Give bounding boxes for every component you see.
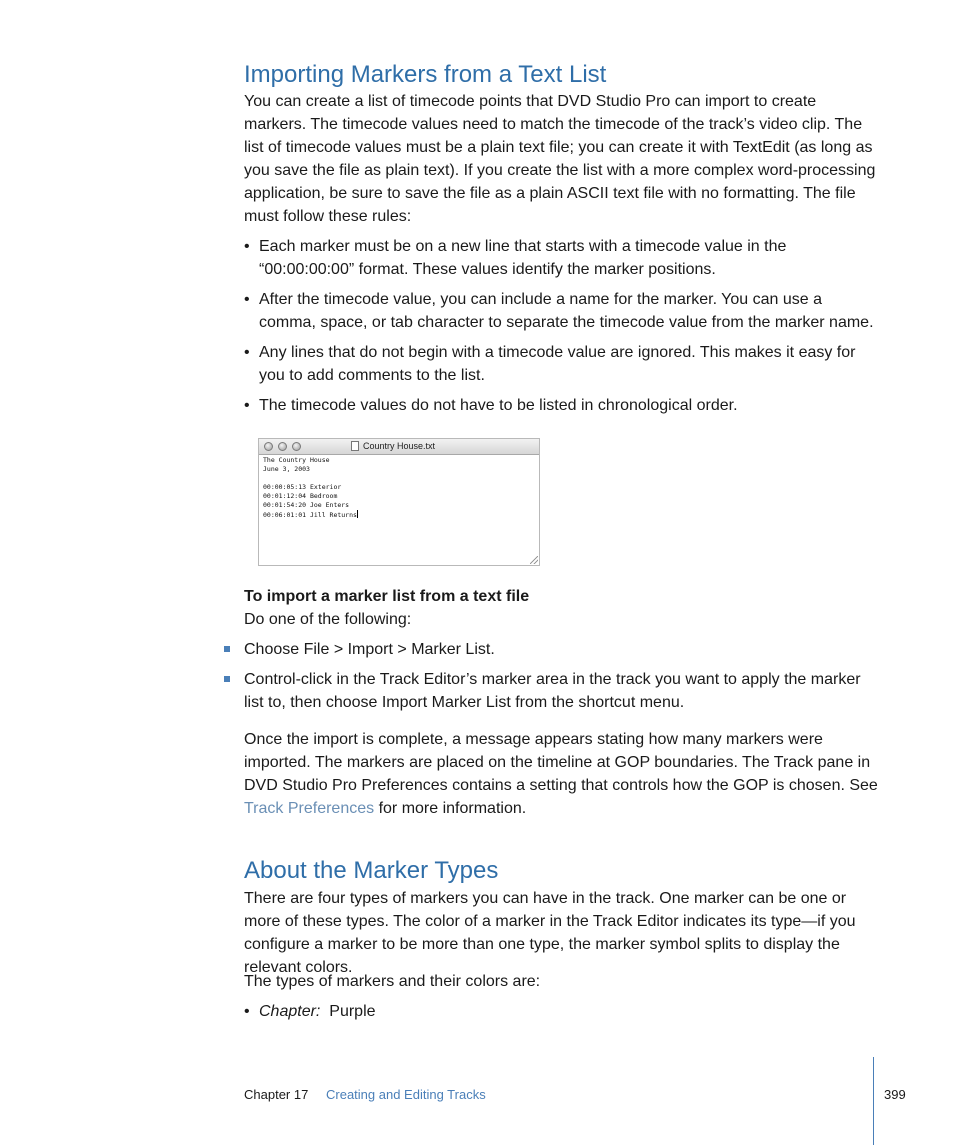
resize-grip-icon	[530, 556, 538, 564]
footer-chapter: Chapter 17	[244, 1087, 309, 1102]
text-line: 00:00:05:13 Exterior	[263, 483, 342, 491]
footer-chapter-title[interactable]: Creating and Editing Tracks	[326, 1087, 486, 1102]
section-heading-importing: Importing Markers from a Text List	[244, 61, 607, 88]
minimize-button-icon	[278, 442, 287, 451]
marker-types-lead: The types of markers and their colors are:	[244, 973, 541, 990]
bullet-dot: •	[244, 291, 250, 308]
rule-item	[244, 235, 878, 281]
option-item	[224, 668, 878, 714]
textedit-window-screenshot	[258, 438, 540, 566]
text-line-last	[263, 510, 535, 519]
rule-text: Each marker must be on a new line that starts with a timecode value in the “00:00:00:00” format. These values identify the marker positions.	[259, 238, 787, 278]
square-bullet-icon	[224, 676, 230, 682]
rule-text: After the timecode value, you can include a name for the marker. You can use a comma, space, or tab character to separate the timecode value from the marker name.	[259, 291, 874, 331]
footer-divider	[873, 1057, 874, 1145]
bullet-dot: •	[244, 397, 250, 414]
task-lead: Do one of the following:	[244, 611, 412, 628]
result-paragraph	[244, 728, 878, 820]
text-line: The Country House	[263, 456, 330, 464]
zoom-button-icon	[292, 442, 301, 451]
result-text-end: for more information.	[374, 800, 527, 817]
marker-type-item	[244, 1000, 878, 1023]
option-text: Control-click in the Track Editor’s marker area in the track you want to apply the marker list to, then choose Import Marker List from the shortcut menu.	[244, 671, 861, 711]
text-line: 00:06:01:01 Jill Returns	[263, 511, 357, 519]
text-caret	[357, 510, 358, 518]
text-line: June 3, 2003	[263, 465, 310, 473]
text-line: 00:01:12:04 Bedroom	[263, 492, 338, 500]
window-title-bar	[259, 439, 539, 455]
result-text: Once the import is complete, a message appears stating how many markers were imported. The markers are placed on the timeline at GOP boundaries. The Track pane in DVD Studio Pro Preferences contains a setting that controls how the GOP is chosen. See	[244, 731, 878, 794]
track-preferences-link[interactable]: Track Preferences	[244, 800, 375, 817]
rule-item	[244, 288, 878, 334]
rule-text: The timecode values do not have to be listed in chronological order.	[259, 397, 738, 414]
marker-type-color: Purple	[329, 1003, 376, 1020]
bullet-dot: •	[244, 238, 250, 255]
document-icon	[351, 441, 359, 451]
close-button-icon	[264, 442, 273, 451]
text-line: 00:01:54:20 Joe Enters	[263, 501, 350, 509]
rule-item	[244, 341, 878, 387]
option-text: Choose File > Import > Marker List.	[244, 641, 495, 658]
marker-type-text	[259, 1000, 878, 1023]
section-heading-marker-types: About the Marker Types	[244, 857, 499, 884]
square-bullet-icon	[224, 646, 230, 652]
page-number: 399	[884, 1087, 906, 1102]
window-file-name: Country House.txt	[363, 441, 436, 451]
option-item	[224, 638, 878, 661]
rule-item	[244, 394, 878, 417]
bullet-dot: •	[244, 344, 250, 361]
intro-paragraph: You can create a list of timecode points that DVD Studio Pro can import to create markers. The timecode values need to match the timecode of the track’s video clip. The list of timecode values must be a plain text file; you can create it with TextEdit (as long as you save the file as plain text). If you create the list with a more complex word-processing application, be sure to save the file as a plain ASCII text file with no formatting. The file must follow these rules:	[244, 93, 876, 225]
marker-types-intro: There are four types of markers you can have in the track. One marker can be one or more of these types. The color of a marker in the Track Editor indicates its type—if you configure a marker to be more than one type, the marker symbol splits to display the relevant colors.	[244, 890, 856, 976]
text-file-content	[263, 456, 535, 519]
marker-type-label: Chapter:	[259, 1003, 321, 1020]
task-title: To import a marker list from a text file	[244, 588, 530, 605]
text-line	[263, 474, 535, 483]
bullet-dot: •	[244, 1003, 250, 1020]
rule-text: Any lines that do not begin with a timecode value are ignored. This makes it easy for you to add comments to the list.	[259, 344, 856, 384]
